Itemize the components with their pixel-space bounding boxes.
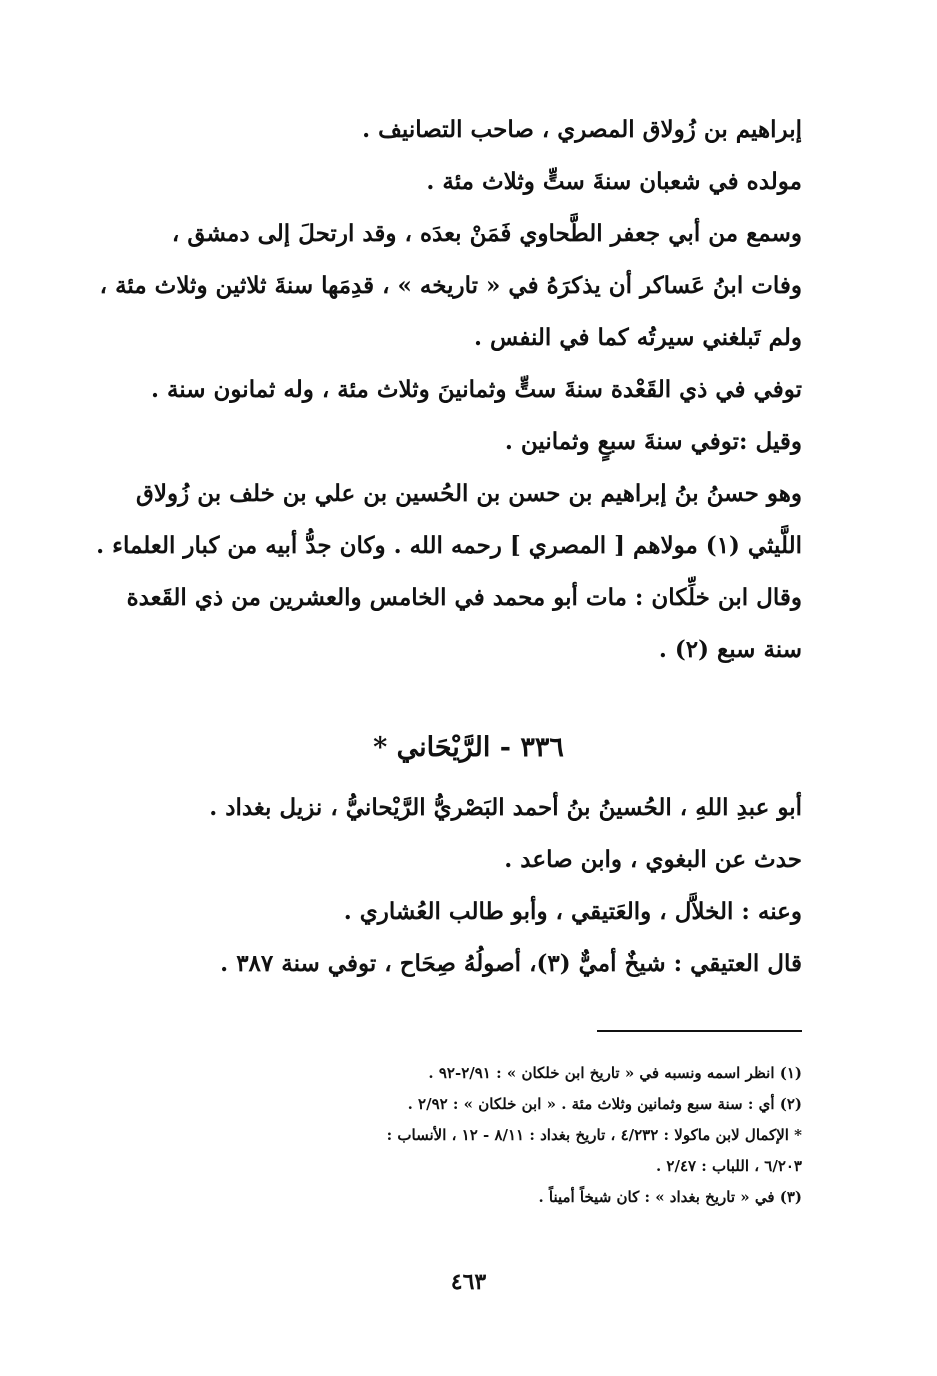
text-line: وسمع من أبي جعفر الطَّحاوي فَمَنْ بعدَه ، وقد ارتحلَ إلى دمشق ،: [171, 220, 802, 247]
text-line: اللَّيثي (١) مولاهم [ المصري ] رحمه الله . وكان جدُّ أبيه من كبار العلماء .: [96, 532, 802, 559]
footnote-line: * الإكمال لابن ماكولا : ٤/٢٣٢ ، تاريخ بغداد : ٨/١١ - ١٢ ، الأنساب :: [386, 1126, 802, 1144]
upper-text-block: [96, 104, 802, 676]
text-line: قال العتيقي : شيخٌ أميٌّ (٣)، أصولُهُ صِحَاح ، توفي سنة ٣٨٧ .: [220, 950, 802, 977]
footnote-line: (٣) في « تاريخ بغداد » : كان شيخاً أميناً .: [538, 1188, 802, 1206]
text-line: مولده في شعبان سنةَ ستٍّ وثلاث مئة .: [426, 168, 802, 195]
text-line: وعنه : الخلاَّل ، والعَتيقي ، وأبو طالب العُشاري .: [343, 898, 802, 925]
page-number: ٤٦٣: [450, 1269, 487, 1295]
text-line: وقال ابن خلِّكان : مات أبو محمد في الخامس والعشرين من ذي القَعدة: [126, 584, 802, 611]
text-line: ولم تَبلغني سيرتُه كما في النفس .: [474, 324, 802, 351]
text-line: أبو عبدِ اللهِ ، الحُسينُ بنُ أحمد البَصْريُّ الرَّيْحانيُّ ، نزيل بغداد .: [209, 794, 802, 821]
footnote-line: (٢) أي : سنة سبع وثمانين وثلاث مئة . « ابن خلكان » : ٢/٩٢ .: [407, 1095, 802, 1113]
entry-heading: ٣٣٦ - الرَّيْحَاني *: [373, 732, 564, 763]
footnotes-block: [132, 1058, 802, 1213]
text-line: وفات ابنُ عَساكر أن يذكرَهُ في « تاريخه » ، قدِمَها سنةَ ثلاثين وثلاث مئة ،: [99, 272, 802, 299]
text-line: وقيل :توفي سنةَ سبعٍ وثمانين .: [504, 428, 802, 455]
text-line: وهو حسنُ بنُ إبراهيم بن حسن بن الحُسين بن علي بن خلف بن زُولاق: [136, 480, 802, 507]
text-line: سنة سبع (٢) .: [658, 636, 802, 663]
text-line: إبراهيم بن زُولاق المصري ، صاحب التصانيف .: [362, 116, 802, 143]
lower-text-block: [132, 782, 802, 990]
text-line: حدث عن البغوي ، وابن صاعد .: [504, 846, 802, 873]
footnote-line: (١) انظر اسمه ونسبه في « تاريخ ابن خلكان » : ٢/٩١-٩٢ .: [428, 1064, 802, 1082]
text-line: توفي في ذي القَعْدة سنةَ ستٍّ وثمانينَ وثلاث مئة ، وله ثمانون سنة .: [150, 376, 802, 403]
footnote-line: ٦/٢٠٣ ، اللباب : ٢/٤٧ .: [655, 1157, 802, 1175]
footnote-separator: [597, 1030, 802, 1032]
